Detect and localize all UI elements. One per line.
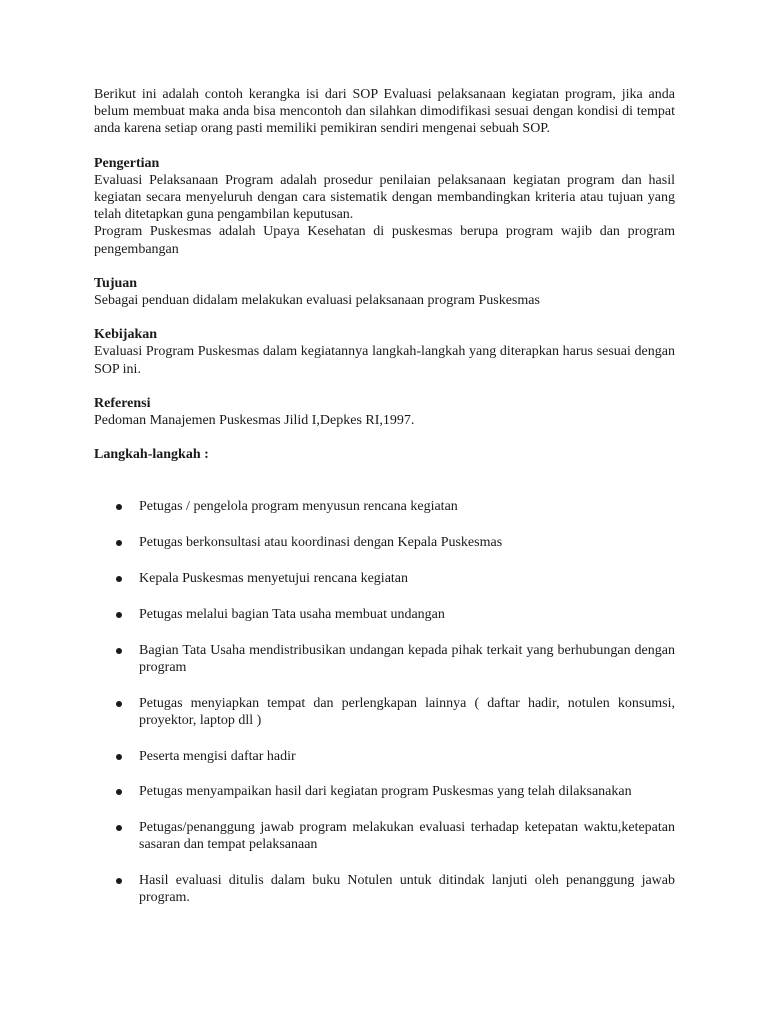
list-item: [94, 498, 675, 515]
steps-list: [94, 498, 675, 906]
step-text: Petugas/penanggung jawab program melakukan evaluasi terhadap ketepatan waktu,ketepatan sasaran dan tempat pelaksanaan: [139, 820, 675, 853]
heading-kebijakan: Kebijakan: [94, 327, 158, 343]
list-item: [94, 695, 675, 729]
referensi-paragraph: Pedoman Manajemen Puskesmas Jilid I,Depkes RI,1997.: [94, 413, 415, 429]
bullet-icon: [116, 504, 122, 510]
bullet-icon: [116, 540, 122, 546]
heading-tujuan: Tujuan: [94, 275, 138, 291]
step-text: Bagian Tata Usaha mendistribusikan undangan kepada pihak terkait yang berhubungan dengan program: [139, 642, 675, 675]
step-text: Petugas menyampaikan hasil dari kegiatan program Puskesmas yang telah dilaksanakan: [139, 784, 632, 800]
list-item: [94, 534, 675, 551]
list-item: [94, 819, 675, 853]
section-kebijakan: [94, 326, 675, 378]
bullet-icon: [116, 612, 122, 618]
tujuan-paragraph: Sebagai penduan didalam melakukan evaluasi pelaksanaan program Puskesmas: [94, 293, 540, 309]
section-tujuan: [94, 275, 675, 309]
intro-paragraph: Berikut ini adalah contoh kerangka isi dari SOP Evaluasi pelaksanaan kegiatan program, jika anda belum membuat maka anda bisa mencontoh dan silahkan dimodifikasi sesuai dengan kondisi di tempat anda karena setiap orang pasti memiliki pemikiran sendiri mengenai sebuah SOP.: [94, 87, 675, 137]
step-text: Kepala Puskesmas menyetujui rencana kegiatan: [139, 571, 409, 587]
section-pengertian: [94, 155, 675, 258]
bullet-icon: [116, 754, 122, 760]
bullet-icon: [116, 878, 122, 884]
step-text: Hasil evaluasi ditulis dalam buku Notulen untuk ditindak lanjuti oleh penanggung jawab program.: [139, 873, 675, 906]
list-item: [94, 748, 675, 765]
step-text: Petugas menyiapkan tempat dan perlengkapan lainnya ( daftar hadir, notulen konsumsi, proyektor, laptop dll ): [139, 695, 675, 728]
pengertian-paragraph-1: Evaluasi Pelaksanaan Program adalah prosedur penilaian pelaksanaan kegiatan program dan hasil kegiatan secara menyeluruh dengan cara sistematik dengan membandingkan kriteria atau tujuan yang telah ditetapkan guna pengambilan keputusan.: [94, 172, 675, 223]
step-text: Petugas / pengelola program menyusun rencana kegiatan: [139, 499, 458, 515]
heading-referensi: Referensi: [94, 395, 151, 411]
bullet-icon: [116, 576, 122, 582]
bullet-icon: [116, 825, 122, 831]
list-item: [94, 872, 675, 906]
list-item: [94, 642, 675, 676]
step-text: Petugas berkonsultasi atau koordinasi dengan Kepala Puskesmas: [139, 535, 503, 551]
step-text: Peserta mengisi daftar hadir: [139, 748, 296, 764]
heading-pengertian: Pengertian: [94, 155, 160, 171]
step-text: Petugas melalui bagian Tata usaha membuat undangan: [139, 606, 445, 622]
list-item: [94, 783, 675, 800]
bullet-icon: [116, 789, 122, 795]
kebijakan-paragraph: Evaluasi Program Puskesmas dalam kegiatannya langkah-langkah yang diterapkan harus sesuai dengan SOP ini.: [94, 344, 675, 377]
pengertian-paragraph-2: Program Puskesmas adalah Upaya Kesehatan di puskesmas berupa program wajib dan program pengembangan: [94, 224, 675, 257]
list-item: [94, 570, 675, 587]
bullet-icon: [116, 648, 122, 654]
list-item: [94, 606, 675, 623]
section-referensi: [94, 395, 675, 429]
heading-langkah: Langkah-langkah :: [94, 447, 209, 463]
bullet-icon: [116, 701, 122, 707]
